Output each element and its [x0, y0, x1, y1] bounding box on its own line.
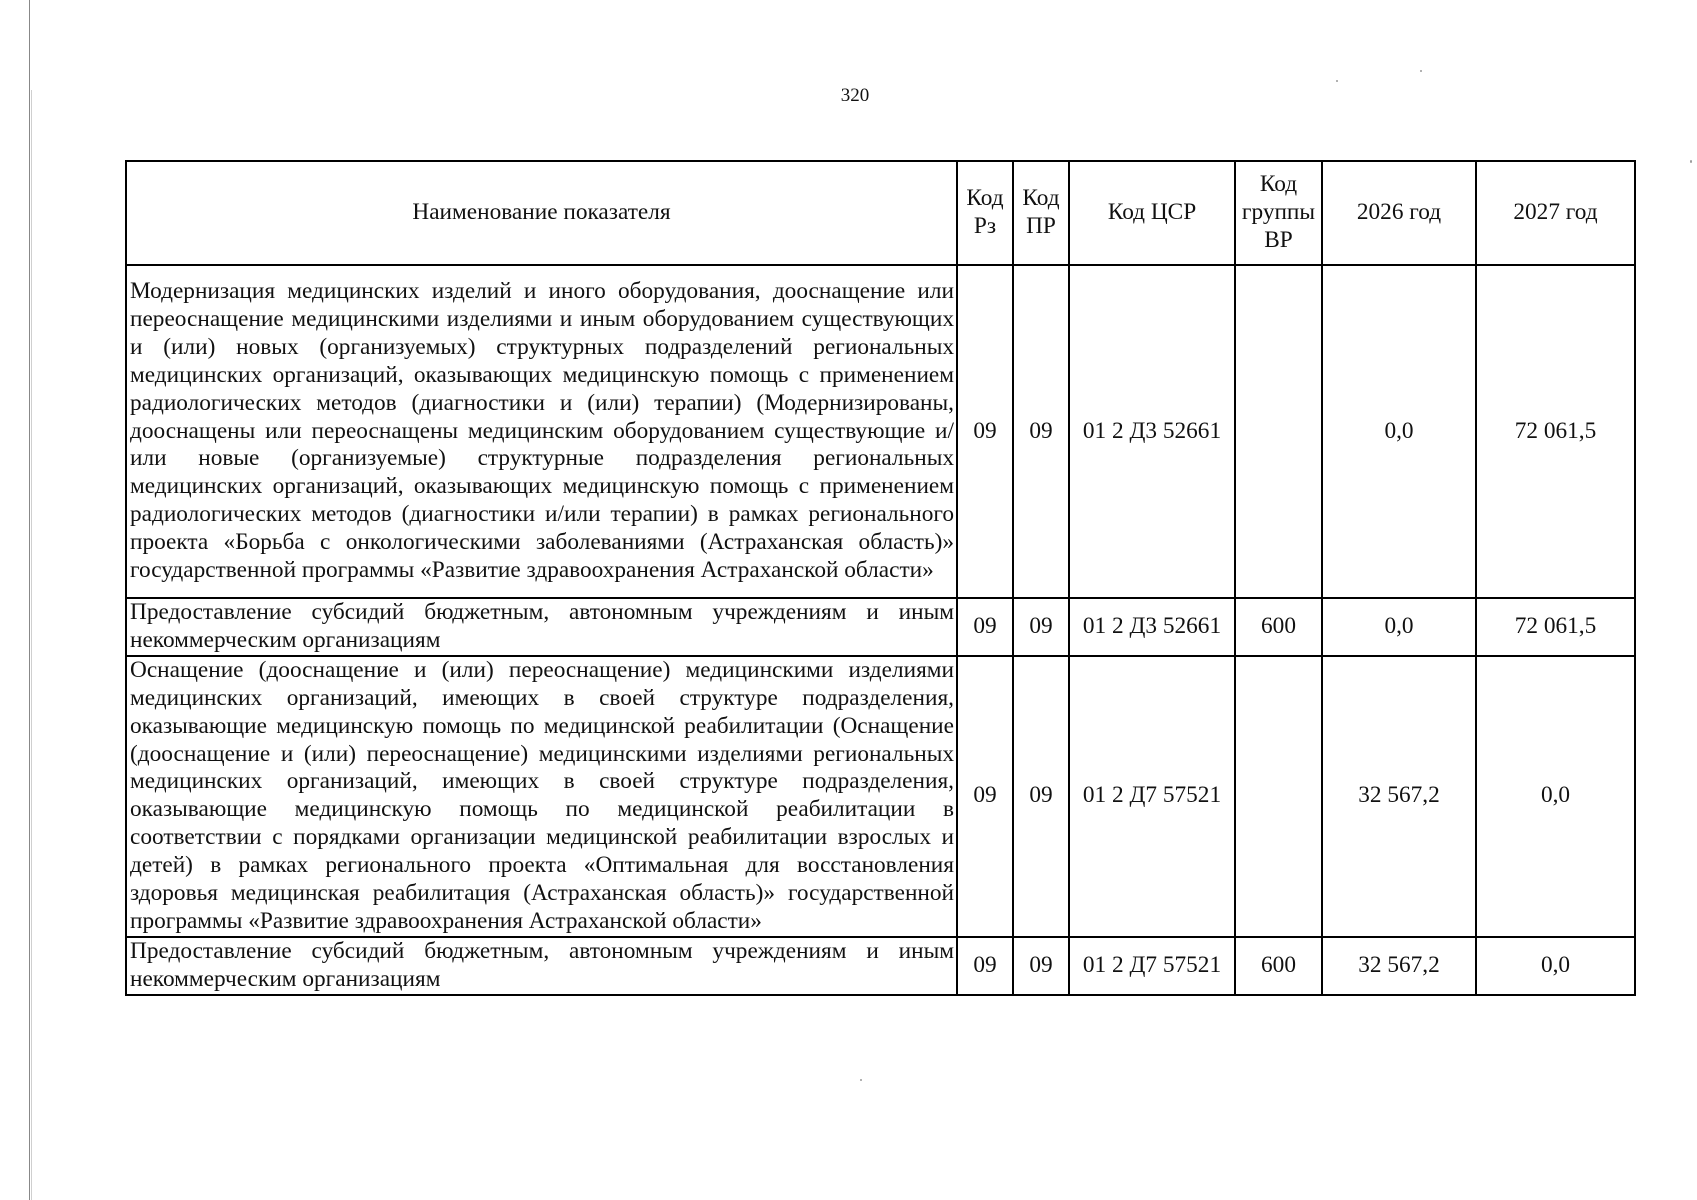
table-row	[126, 937, 1635, 995]
row-code-vr	[1235, 656, 1322, 937]
scan-edge-shadow	[31, 90, 32, 1200]
table-header-row	[126, 161, 1635, 265]
row-amount-2026: 32 567,2	[1322, 937, 1476, 995]
scan-edge-line	[29, 0, 30, 1200]
header-year-2027: 2027 год	[1476, 161, 1635, 265]
page-number: 320	[840, 85, 870, 106]
row-indicator-name: Оснащение (дооснащение и (или) переоснащение) медицинскими изделиями медицинских организаций, имеющих в своей структуре подразделения, оказывающие медицинскую помощь по медицинской реабилитации (Оснащение (дооснащение и (или) переоснащение) медицинскими изделиями региональных медицинских организаций, имеющих в своей структуре подразделения, оказывающие медицинскую помощь по медицинской реабилитации в соответствии с порядками организации медицинской реабилитации взрослых и детей) в рамках регионального проекта «Оптимальная для восстановления здоровья медицинская реабилитация (Астраханская область)» государственной программы «Развитие здравоохранения Астраханской области»	[126, 656, 957, 937]
header-code-pr: Код ПР	[1013, 161, 1069, 265]
header-year-2026: 2026 год	[1322, 161, 1476, 265]
table-row	[126, 265, 1635, 598]
row-amount-2027: 72 061,5	[1476, 265, 1635, 598]
row-indicator-name: Предоставление субсидий бюджетным, автономным учреждениям и иным некоммерческим организациям	[126, 598, 957, 656]
table-row	[126, 598, 1635, 656]
budget-table	[125, 160, 1636, 996]
row-indicator-name: Предоставление субсидий бюджетным, автономным учреждениям и иным некоммерческим организациям	[126, 937, 957, 995]
row-code-pr: 09	[1013, 598, 1069, 656]
header-indicator-name: Наименование показателя	[126, 161, 957, 265]
scan-speck	[1690, 160, 1692, 163]
row-code-pr: 09	[1013, 265, 1069, 598]
table-row	[126, 656, 1635, 937]
row-code-rz: 09	[957, 598, 1013, 656]
row-amount-2027: 0,0	[1476, 656, 1635, 937]
row-amount-2026: 0,0	[1322, 265, 1476, 598]
scan-speck	[1420, 70, 1422, 72]
header-code-csr: Код ЦСР	[1069, 161, 1235, 265]
row-code-csr: 01 2 Д3 52661	[1069, 598, 1235, 656]
row-amount-2026: 32 567,2	[1322, 656, 1476, 937]
row-code-csr: 01 2 Д3 52661	[1069, 265, 1235, 598]
header-code-rz: Код Рз	[957, 161, 1013, 265]
row-code-vr: 600	[1235, 937, 1322, 995]
row-indicator-name: Модернизация медицинских изделий и иного оборудования, дооснащение или переоснащение медицинскими изделиями и иным оборудованием существующих и (или) новых (организуемых) структурных подразделений региональных медицинских организаций, оказывающих медицинскую помощь с применением радиологических методов (диагностики и (или) терапии) (Модернизированы, дооснащены или переоснащены медицинским оборудованием существующие и/или новые (организуемые) структурные подразделения региональных медицинских организаций, оказывающих медицинскую помощь с применением радиологических методов (диагностики и/или терапии) в рамках регионального проекта «Борьба с онкологическими заболеваниями (Астраханская область)» государственной программы «Развитие здравоохранения Астраханской области»	[126, 265, 957, 598]
row-code-pr: 09	[1013, 937, 1069, 995]
row-code-rz: 09	[957, 656, 1013, 937]
scan-speck	[860, 1079, 862, 1081]
header-code-vr: Код группы ВР	[1235, 161, 1322, 265]
row-code-rz: 09	[957, 937, 1013, 995]
row-code-pr: 09	[1013, 656, 1069, 937]
row-code-csr: 01 2 Д7 57521	[1069, 656, 1235, 937]
row-amount-2027: 72 061,5	[1476, 598, 1635, 656]
row-code-csr: 01 2 Д7 57521	[1069, 937, 1235, 995]
row-code-vr	[1235, 265, 1322, 598]
row-amount-2026: 0,0	[1322, 598, 1476, 656]
row-code-rz: 09	[957, 265, 1013, 598]
scan-speck	[1336, 80, 1338, 82]
row-amount-2027: 0,0	[1476, 937, 1635, 995]
row-code-vr: 600	[1235, 598, 1322, 656]
